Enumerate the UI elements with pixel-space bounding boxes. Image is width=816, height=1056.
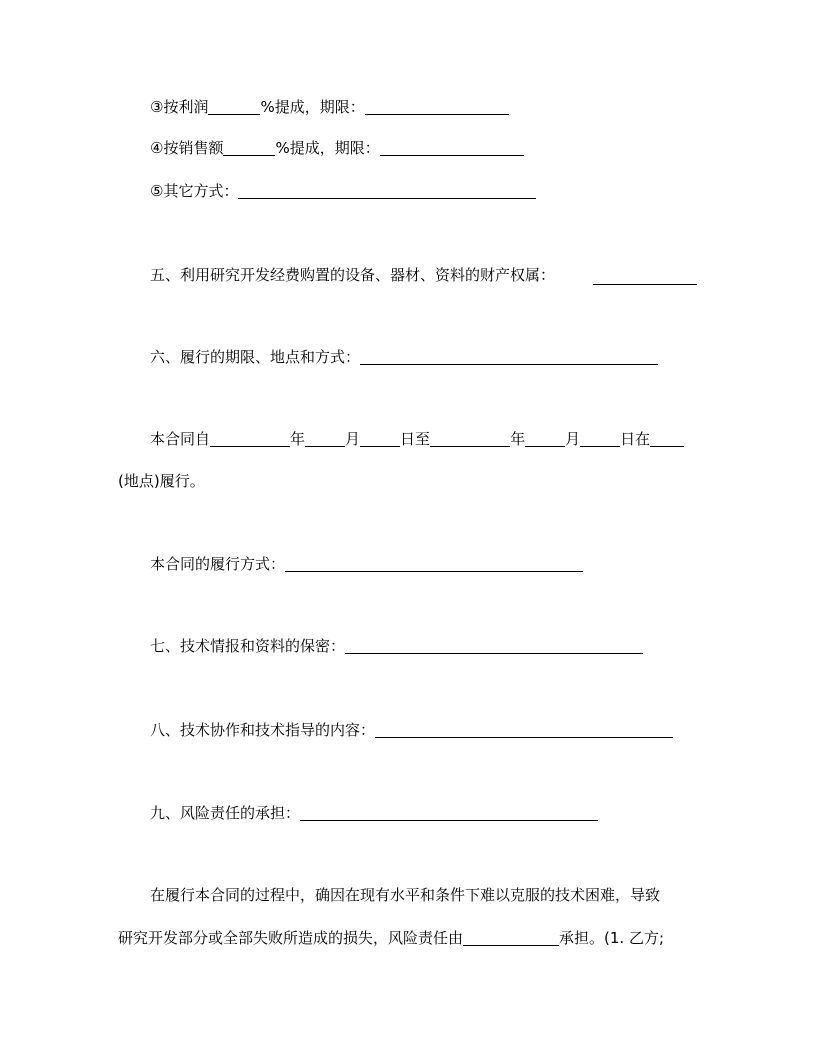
section-9: [150, 802, 598, 824]
sales-period-blank[interactable]: [380, 139, 524, 156]
section-9-blank[interactable]: [300, 804, 598, 821]
method-blank[interactable]: [285, 555, 583, 572]
section-6-title-line: [150, 346, 658, 368]
month-label-1: 月: [345, 430, 361, 448]
place-note-line: [118, 470, 205, 492]
start-month-blank[interactable]: [305, 430, 345, 447]
method-label: 本合同的履行方式：: [150, 555, 286, 573]
section-5: [150, 264, 555, 286]
period-intro: 本合同自: [150, 430, 211, 448]
risk-paragraph-text-2a: 研究开发部分或全部失败所造成的损失，风险责任由: [118, 929, 464, 947]
risk-bearer-blank[interactable]: [463, 929, 559, 946]
year-label-1: 年: [290, 430, 306, 448]
profit-period-blank[interactable]: [365, 98, 509, 115]
section-6-title: 六、履行的期限、地点和方式：: [150, 348, 361, 366]
section-8: [150, 719, 673, 741]
section-8-title: 八、技术协作和技术指导的内容：: [150, 721, 376, 739]
end-day-blank[interactable]: [580, 430, 620, 447]
section-7-blank[interactable]: [345, 637, 643, 654]
payment-item-other: [150, 180, 536, 202]
section-5-text: 五、利用研究开发经费购置的设备、器材、资料的财产权属：: [150, 266, 556, 284]
risk-paragraph-line-2: [118, 927, 664, 949]
risk-paragraph-line-1: [150, 884, 660, 906]
period-line: [150, 428, 684, 450]
payment-item-profit: [150, 96, 509, 118]
other-method-label: ⑤其它方式：: [150, 182, 239, 200]
day-to-label: 日至: [400, 430, 431, 448]
profit-percent-blank[interactable]: [208, 98, 260, 115]
payment-item-sales: [150, 137, 524, 159]
section-8-blank[interactable]: [375, 721, 673, 738]
start-year-blank[interactable]: [210, 430, 290, 447]
method-line: [150, 553, 583, 575]
section-5-blank[interactable]: [593, 268, 697, 285]
section-7-title: 七、技术情报和资料的保密：: [150, 637, 346, 655]
end-year-blank[interactable]: [430, 430, 510, 447]
risk-paragraph-text-1: 在履行本合同的过程中，确因在现有水平和条件下难以克服的技术困难，导致: [150, 886, 661, 904]
other-method-blank[interactable]: [238, 182, 536, 199]
sales-percent-blank[interactable]: [223, 139, 275, 156]
profit-period-label: %提成，期限：: [260, 98, 365, 116]
place-note: (地点)履行。: [118, 472, 205, 490]
end-month-blank[interactable]: [525, 430, 565, 447]
sales-label: ④按销售额: [150, 139, 224, 157]
start-day-blank[interactable]: [360, 430, 400, 447]
section-6-blank[interactable]: [360, 348, 658, 365]
day-at-label: 日在: [620, 430, 651, 448]
risk-paragraph-text-2b: 承担。(1. 乙方;: [559, 929, 665, 947]
place-blank[interactable]: [650, 430, 684, 447]
sales-period-label: %提成，期限：: [275, 139, 380, 157]
section-7: [150, 635, 643, 657]
profit-label: ③按利润: [150, 98, 209, 116]
section-9-title: 九、风险责任的承担：: [150, 804, 301, 822]
year-label-2: 年: [510, 430, 526, 448]
month-label-2: 月: [565, 430, 581, 448]
